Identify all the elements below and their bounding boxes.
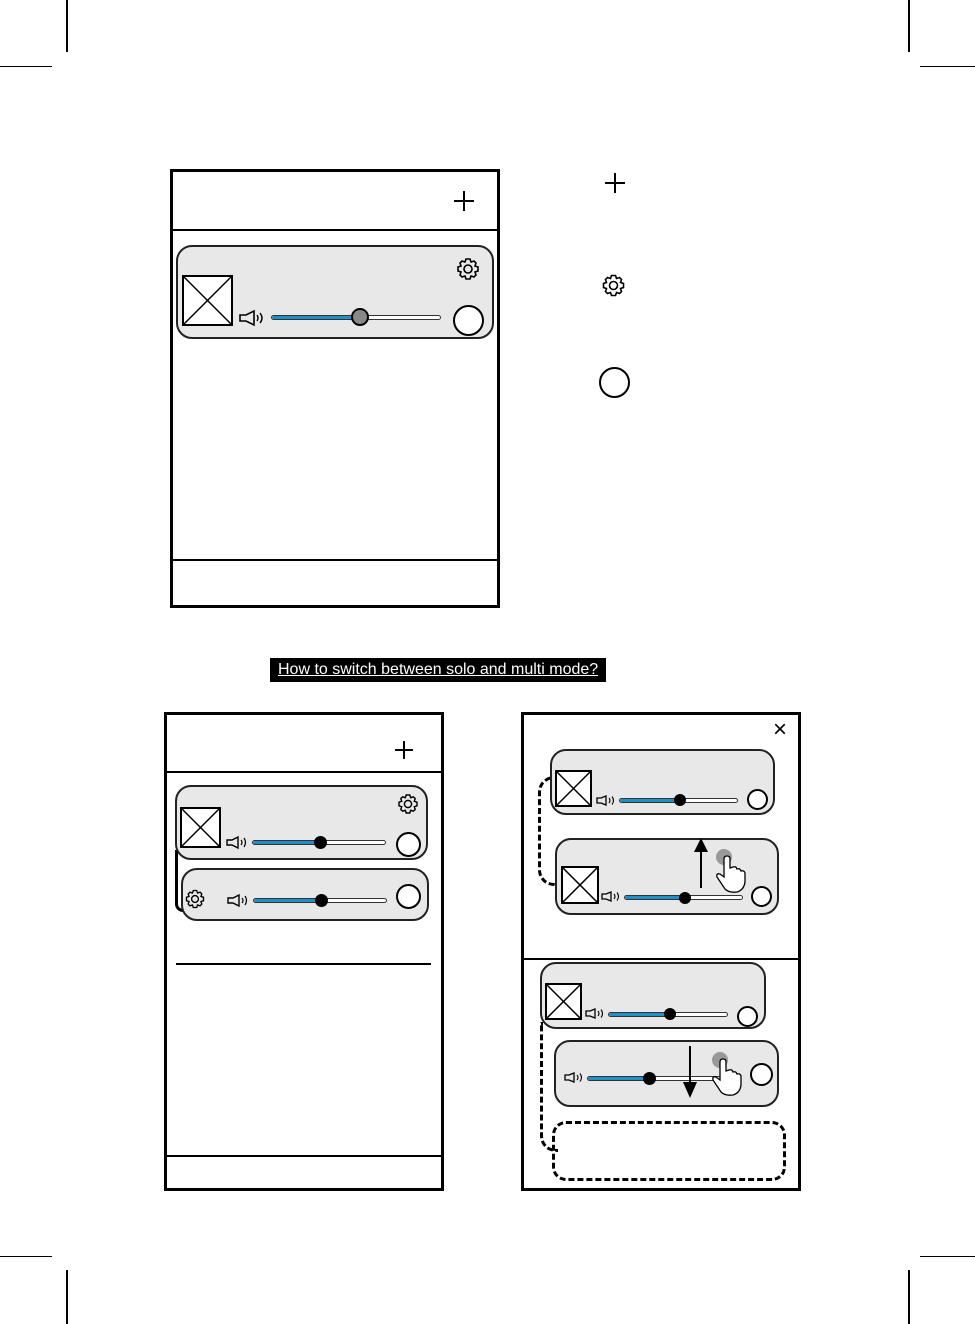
slider-thumb[interactable]	[643, 1072, 656, 1085]
header-divider	[173, 229, 497, 231]
toggle-button[interactable]	[453, 305, 484, 336]
group-divider	[176, 963, 431, 965]
speaker-icon	[238, 309, 266, 327]
image-placeholder-icon	[182, 275, 233, 326]
how-to-switch-link[interactable]: How to switch between solo and multi mode?	[270, 658, 606, 682]
crop-mark	[920, 1256, 975, 1257]
pointing-hand-icon	[713, 847, 749, 895]
crop-mark	[66, 1270, 68, 1324]
add-icon	[603, 171, 627, 195]
toggle-button[interactable]	[747, 789, 768, 810]
slider-thumb[interactable]	[351, 308, 369, 326]
toggle-button[interactable]	[737, 1006, 758, 1027]
solo-mode-screen	[170, 169, 500, 608]
section-divider	[524, 958, 798, 960]
multi-mode-screen	[164, 712, 444, 1191]
crop-mark	[0, 1256, 52, 1257]
arrow-down-icon	[681, 1044, 699, 1100]
slider-thumb[interactable]	[314, 836, 327, 849]
speaker-icon	[584, 1007, 606, 1020]
toggle-button[interactable]	[396, 832, 421, 857]
image-placeholder-icon	[545, 983, 582, 1020]
footer-divider	[167, 1155, 441, 1157]
header-divider	[167, 771, 441, 773]
crop-mark	[0, 66, 52, 67]
speaker-icon	[225, 835, 249, 850]
image-placeholder-icon	[561, 866, 599, 904]
crop-mark	[66, 0, 68, 52]
toggle-button[interactable]	[750, 1063, 773, 1086]
add-icon[interactable]	[452, 189, 476, 213]
device-card[interactable]	[181, 868, 429, 921]
gear-icon[interactable]	[184, 888, 206, 910]
pointing-hand-icon	[709, 1050, 745, 1098]
speaker-icon	[563, 1071, 585, 1084]
slider-thumb[interactable]	[664, 1008, 676, 1020]
crop-mark	[920, 66, 975, 67]
toggle-button[interactable]	[396, 884, 421, 909]
slider-thumb[interactable]	[674, 794, 686, 806]
crop-mark	[908, 0, 910, 52]
image-placeholder-icon	[180, 807, 221, 848]
drop-target-placeholder	[552, 1121, 786, 1181]
arrow-up-icon	[692, 838, 710, 890]
add-icon[interactable]	[393, 739, 415, 761]
toggle-button[interactable]	[751, 886, 772, 907]
gear-icon[interactable]	[396, 792, 420, 816]
image-placeholder-icon	[555, 770, 592, 807]
circle-icon	[599, 367, 630, 398]
slider-thumb[interactable]	[679, 892, 691, 904]
speaker-icon	[226, 893, 250, 908]
gear-icon	[600, 272, 627, 299]
close-icon[interactable]: ×	[772, 716, 787, 743]
crop-mark	[908, 1270, 910, 1324]
speaker-icon	[595, 794, 617, 807]
device-card[interactable]	[554, 1040, 779, 1107]
gear-icon[interactable]	[455, 256, 481, 282]
footer-divider	[173, 559, 497, 561]
speaker-icon	[600, 890, 622, 903]
slider-thumb[interactable]	[315, 894, 328, 907]
